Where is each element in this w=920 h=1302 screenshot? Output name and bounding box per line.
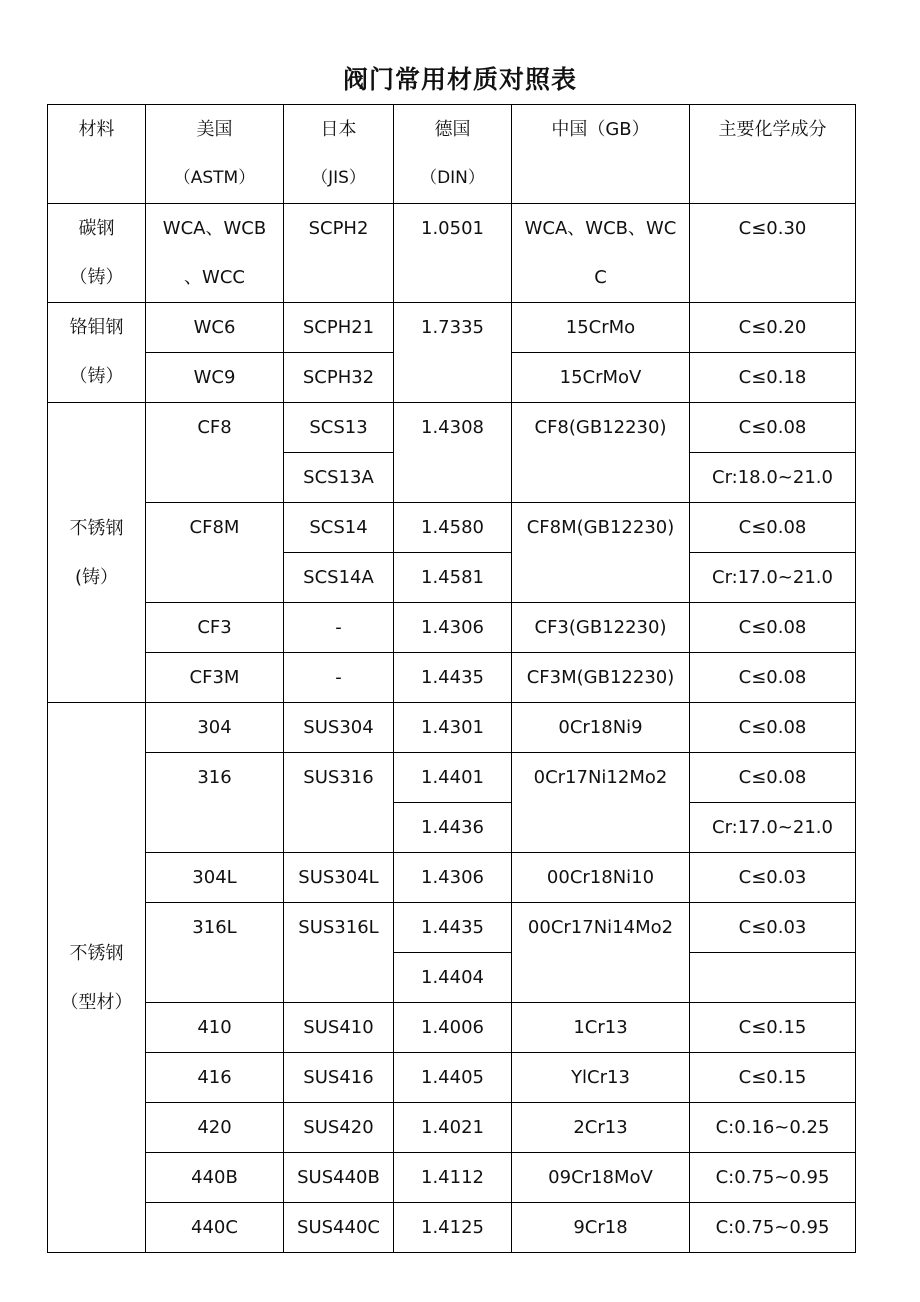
cell-din: 1.4301 bbox=[394, 703, 512, 753]
cell-din: 1.0501 bbox=[394, 204, 512, 303]
cell-gb: 09Cr18MoV bbox=[512, 1153, 690, 1203]
cell-composition: C≤0.15 bbox=[690, 1053, 856, 1103]
cell-gb: 9Cr18 bbox=[512, 1203, 690, 1253]
table-row bbox=[48, 1103, 856, 1153]
cell-gb: CF8M(GB12230) bbox=[512, 503, 690, 603]
table-row bbox=[48, 403, 856, 453]
page-title: 阀门常用材质对照表 bbox=[342, 65, 577, 94]
cell-astm: CF8 bbox=[146, 403, 284, 503]
cell-din: 1.4401 bbox=[394, 753, 512, 803]
cell-din: 1.4306 bbox=[394, 853, 512, 903]
cell-composition: C≤0.08 bbox=[690, 653, 856, 703]
cell-din: 1.4308 bbox=[394, 403, 512, 503]
cell-jis: - bbox=[284, 603, 394, 653]
cell-astm: CF8M bbox=[146, 503, 284, 603]
cell-composition: C:0.16~0.25 bbox=[690, 1103, 856, 1153]
cell-composition: C≤0.08 bbox=[690, 753, 856, 803]
cell-astm: CF3M bbox=[146, 653, 284, 703]
cell-din: 1.4125 bbox=[394, 1203, 512, 1253]
cell-gb: 00Cr17Ni14Mo2 bbox=[512, 903, 690, 1003]
table-row bbox=[48, 204, 856, 303]
cell-composition: C≤0.18 bbox=[690, 353, 856, 403]
cell-jis: SUS316 bbox=[284, 753, 394, 853]
cell-gb: 2Cr13 bbox=[512, 1103, 690, 1153]
cell-gb: 0Cr17Ni12Mo2 bbox=[512, 753, 690, 853]
table-row bbox=[48, 903, 856, 953]
cell-gb: 00Cr18Ni10 bbox=[512, 853, 690, 903]
table-row bbox=[48, 1203, 856, 1253]
table-row bbox=[48, 303, 856, 353]
cell-gb: CF3(GB12230) bbox=[512, 603, 690, 653]
cell-jis: SUS410 bbox=[284, 1003, 394, 1053]
cell-jis: SCPH21 bbox=[284, 303, 394, 353]
cell-din: 1.4404 bbox=[394, 953, 512, 1003]
cell-jis: SCPH32 bbox=[284, 353, 394, 403]
material-comparison-table bbox=[47, 104, 856, 1253]
cell-gb: CF3M(GB12230) bbox=[512, 653, 690, 703]
cell-astm: 420 bbox=[146, 1103, 284, 1153]
table-row bbox=[48, 1053, 856, 1103]
cell-jis: SUS304L bbox=[284, 853, 394, 903]
cell-jis: SCS14 bbox=[284, 503, 394, 553]
header-japan: 日本 （JIS） bbox=[284, 105, 394, 204]
cell-composition: C≤0.08 bbox=[690, 703, 856, 753]
table-row bbox=[48, 753, 856, 803]
cell-astm: 304 bbox=[146, 703, 284, 753]
group-carbon-cast: 碳钢 （铸） bbox=[48, 204, 146, 303]
cell-astm: 316L bbox=[146, 903, 284, 1003]
cell-din: 1.7335 bbox=[394, 303, 512, 403]
cell-composition: C≤0.08 bbox=[690, 603, 856, 653]
cell-din: 1.4405 bbox=[394, 1053, 512, 1103]
cell-astm: CF3 bbox=[146, 603, 284, 653]
cell-composition: C≤0.08 bbox=[690, 503, 856, 553]
header-usa: 美国 （ASTM） bbox=[146, 105, 284, 204]
cell-din: 1.4581 bbox=[394, 553, 512, 603]
cell-composition: Cr:17.0~21.0 bbox=[690, 803, 856, 853]
cell-composition: Cr:18.0~21.0 bbox=[690, 453, 856, 503]
cell-jis: SCS13A bbox=[284, 453, 394, 503]
table-row bbox=[48, 853, 856, 903]
header-row bbox=[48, 105, 856, 204]
cell-astm: WC6 bbox=[146, 303, 284, 353]
cell-composition: C≤0.08 bbox=[690, 403, 856, 453]
cell-composition: C≤0.20 bbox=[690, 303, 856, 353]
table-row bbox=[48, 703, 856, 753]
cell-din: 1.4112 bbox=[394, 1153, 512, 1203]
cell-din: 1.4306 bbox=[394, 603, 512, 653]
group-crmo-cast: 铬钼钢 （铸） bbox=[48, 303, 146, 403]
cell-astm: 304L bbox=[146, 853, 284, 903]
cell-jis: SUS316L bbox=[284, 903, 394, 1003]
cell-gb: CF8(GB12230) bbox=[512, 403, 690, 503]
cell-din: 1.4436 bbox=[394, 803, 512, 853]
cell-astm: 440C bbox=[146, 1203, 284, 1253]
cell-astm: 316 bbox=[146, 753, 284, 853]
cell-din: 1.4006 bbox=[394, 1003, 512, 1053]
cell-din: 1.4435 bbox=[394, 903, 512, 953]
header-germany: 德国 （DIN） bbox=[394, 105, 512, 204]
group-stainless-profile: 不锈钢 （型材） bbox=[48, 703, 146, 1253]
cell-astm: 440B bbox=[146, 1153, 284, 1203]
cell-jis: SUS440B bbox=[284, 1153, 394, 1203]
cell-jis: SCS14A bbox=[284, 553, 394, 603]
cell-jis: SUS420 bbox=[284, 1103, 394, 1153]
table-row bbox=[48, 603, 856, 653]
cell-din: 1.4580 bbox=[394, 503, 512, 553]
table-row bbox=[48, 653, 856, 703]
cell-astm: WC9 bbox=[146, 353, 284, 403]
cell-jis: SUS416 bbox=[284, 1053, 394, 1103]
cell-gb: 1Cr13 bbox=[512, 1003, 690, 1053]
header-material: 材料 bbox=[48, 105, 146, 204]
cell-gb: 0Cr18Ni9 bbox=[512, 703, 690, 753]
cell-astm: 410 bbox=[146, 1003, 284, 1053]
cell-din: 1.4435 bbox=[394, 653, 512, 703]
header-china: 中国（GB） bbox=[512, 105, 690, 204]
table-row bbox=[48, 1003, 856, 1053]
cell-composition: C≤0.15 bbox=[690, 1003, 856, 1053]
header-composition: 主要化学成分 bbox=[690, 105, 856, 204]
cell-composition: Cr:17.0~21.0 bbox=[690, 553, 856, 603]
cell-astm: 416 bbox=[146, 1053, 284, 1103]
cell-composition bbox=[690, 953, 856, 1003]
cell-gb: YlCr13 bbox=[512, 1053, 690, 1103]
table-row bbox=[48, 1153, 856, 1203]
cell-jis: SCPH2 bbox=[284, 204, 394, 303]
cell-composition: C≤0.03 bbox=[690, 903, 856, 953]
cell-composition: C:0.75~0.95 bbox=[690, 1153, 856, 1203]
cell-jis: - bbox=[284, 653, 394, 703]
cell-jis: SUS440C bbox=[284, 1203, 394, 1253]
cell-composition: C≤0.30 bbox=[690, 204, 856, 303]
cell-gb: WCA、WCB、WC C bbox=[512, 204, 690, 303]
table-row bbox=[48, 503, 856, 553]
cell-jis: SUS304 bbox=[284, 703, 394, 753]
cell-jis: SCS13 bbox=[284, 403, 394, 453]
cell-astm: WCA、WCB 、WCC bbox=[146, 204, 284, 303]
cell-gb: 15CrMoV bbox=[512, 353, 690, 403]
cell-din: 1.4021 bbox=[394, 1103, 512, 1153]
cell-composition: C≤0.03 bbox=[690, 853, 856, 903]
group-stainless-cast: 不锈钢 (铸） bbox=[48, 403, 146, 703]
cell-gb: 15CrMo bbox=[512, 303, 690, 353]
cell-composition: C:0.75~0.95 bbox=[690, 1203, 856, 1253]
